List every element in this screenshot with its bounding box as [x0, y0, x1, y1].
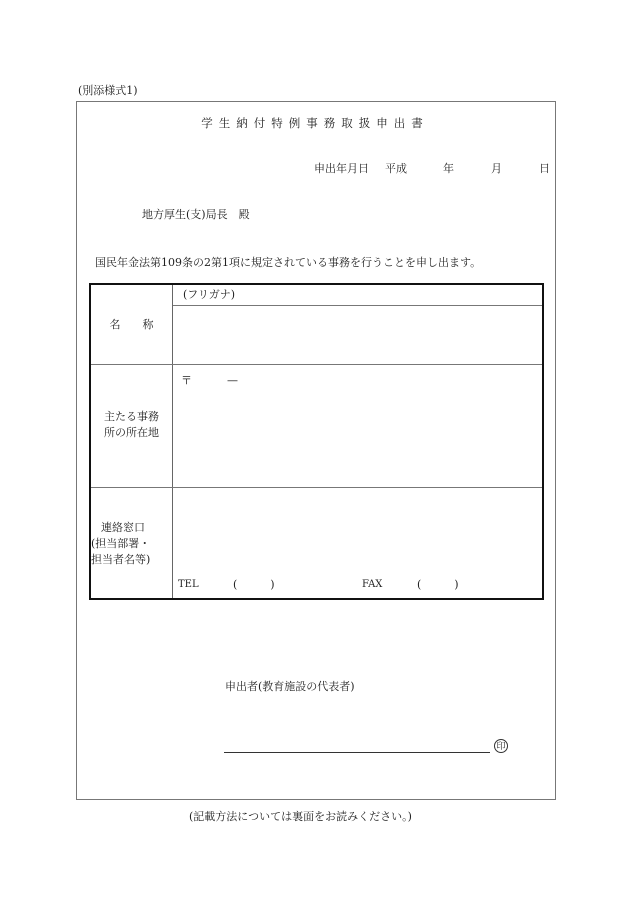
- footer-note: (記載方法については裏面をお読みください。): [189, 810, 412, 823]
- month-label: 月: [491, 162, 502, 175]
- era-label: 平成: [385, 162, 407, 175]
- name-field[interactable]: [174, 306, 544, 363]
- contact-label: [85, 520, 172, 568]
- row-divider: [91, 487, 542, 488]
- contact-label-line: 担当者名等): [91, 553, 151, 566]
- contact-field[interactable]: [174, 489, 544, 569]
- date-label: 申出年月日: [314, 162, 369, 175]
- year-label: 年: [443, 162, 454, 175]
- postal-dash: —: [227, 374, 238, 387]
- addressee: 地方厚生(支)局長 殿: [142, 208, 250, 221]
- address-label-line: 主たる事務: [104, 410, 159, 423]
- tel-label: TEL: [178, 579, 199, 590]
- column-divider: [172, 285, 173, 598]
- furigana-label: (フリガナ): [183, 288, 236, 301]
- tel-field[interactable]: ( ): [233, 578, 275, 591]
- contact-label-line: 連絡窓口: [101, 521, 145, 534]
- application-table: [89, 283, 544, 600]
- postal-mark: 〒: [181, 374, 192, 387]
- statement: 国民年金法第109条の2第1項に規定されている事務を行うことを申し出ます。: [95, 256, 482, 269]
- contact-label-line: (担当部署・: [91, 537, 151, 550]
- name-label: 名 称: [109, 318, 154, 331]
- applicant-label: 申出者(教育施設の代表者): [225, 680, 355, 693]
- seal-icon: 印: [494, 739, 508, 753]
- signature-line[interactable]: [224, 752, 490, 753]
- fax-label: FAX: [362, 579, 383, 590]
- form-id: (別添様式1): [78, 84, 138, 97]
- row-divider: [91, 364, 542, 365]
- page-title: 学生納付特例事務取扱申出書: [201, 116, 429, 130]
- fax-field[interactable]: ( ): [417, 578, 459, 591]
- address-field[interactable]: [174, 366, 544, 486]
- day-label: 日: [539, 162, 550, 175]
- address-label-line: 所の所在地: [104, 426, 159, 439]
- address-label: [91, 409, 172, 441]
